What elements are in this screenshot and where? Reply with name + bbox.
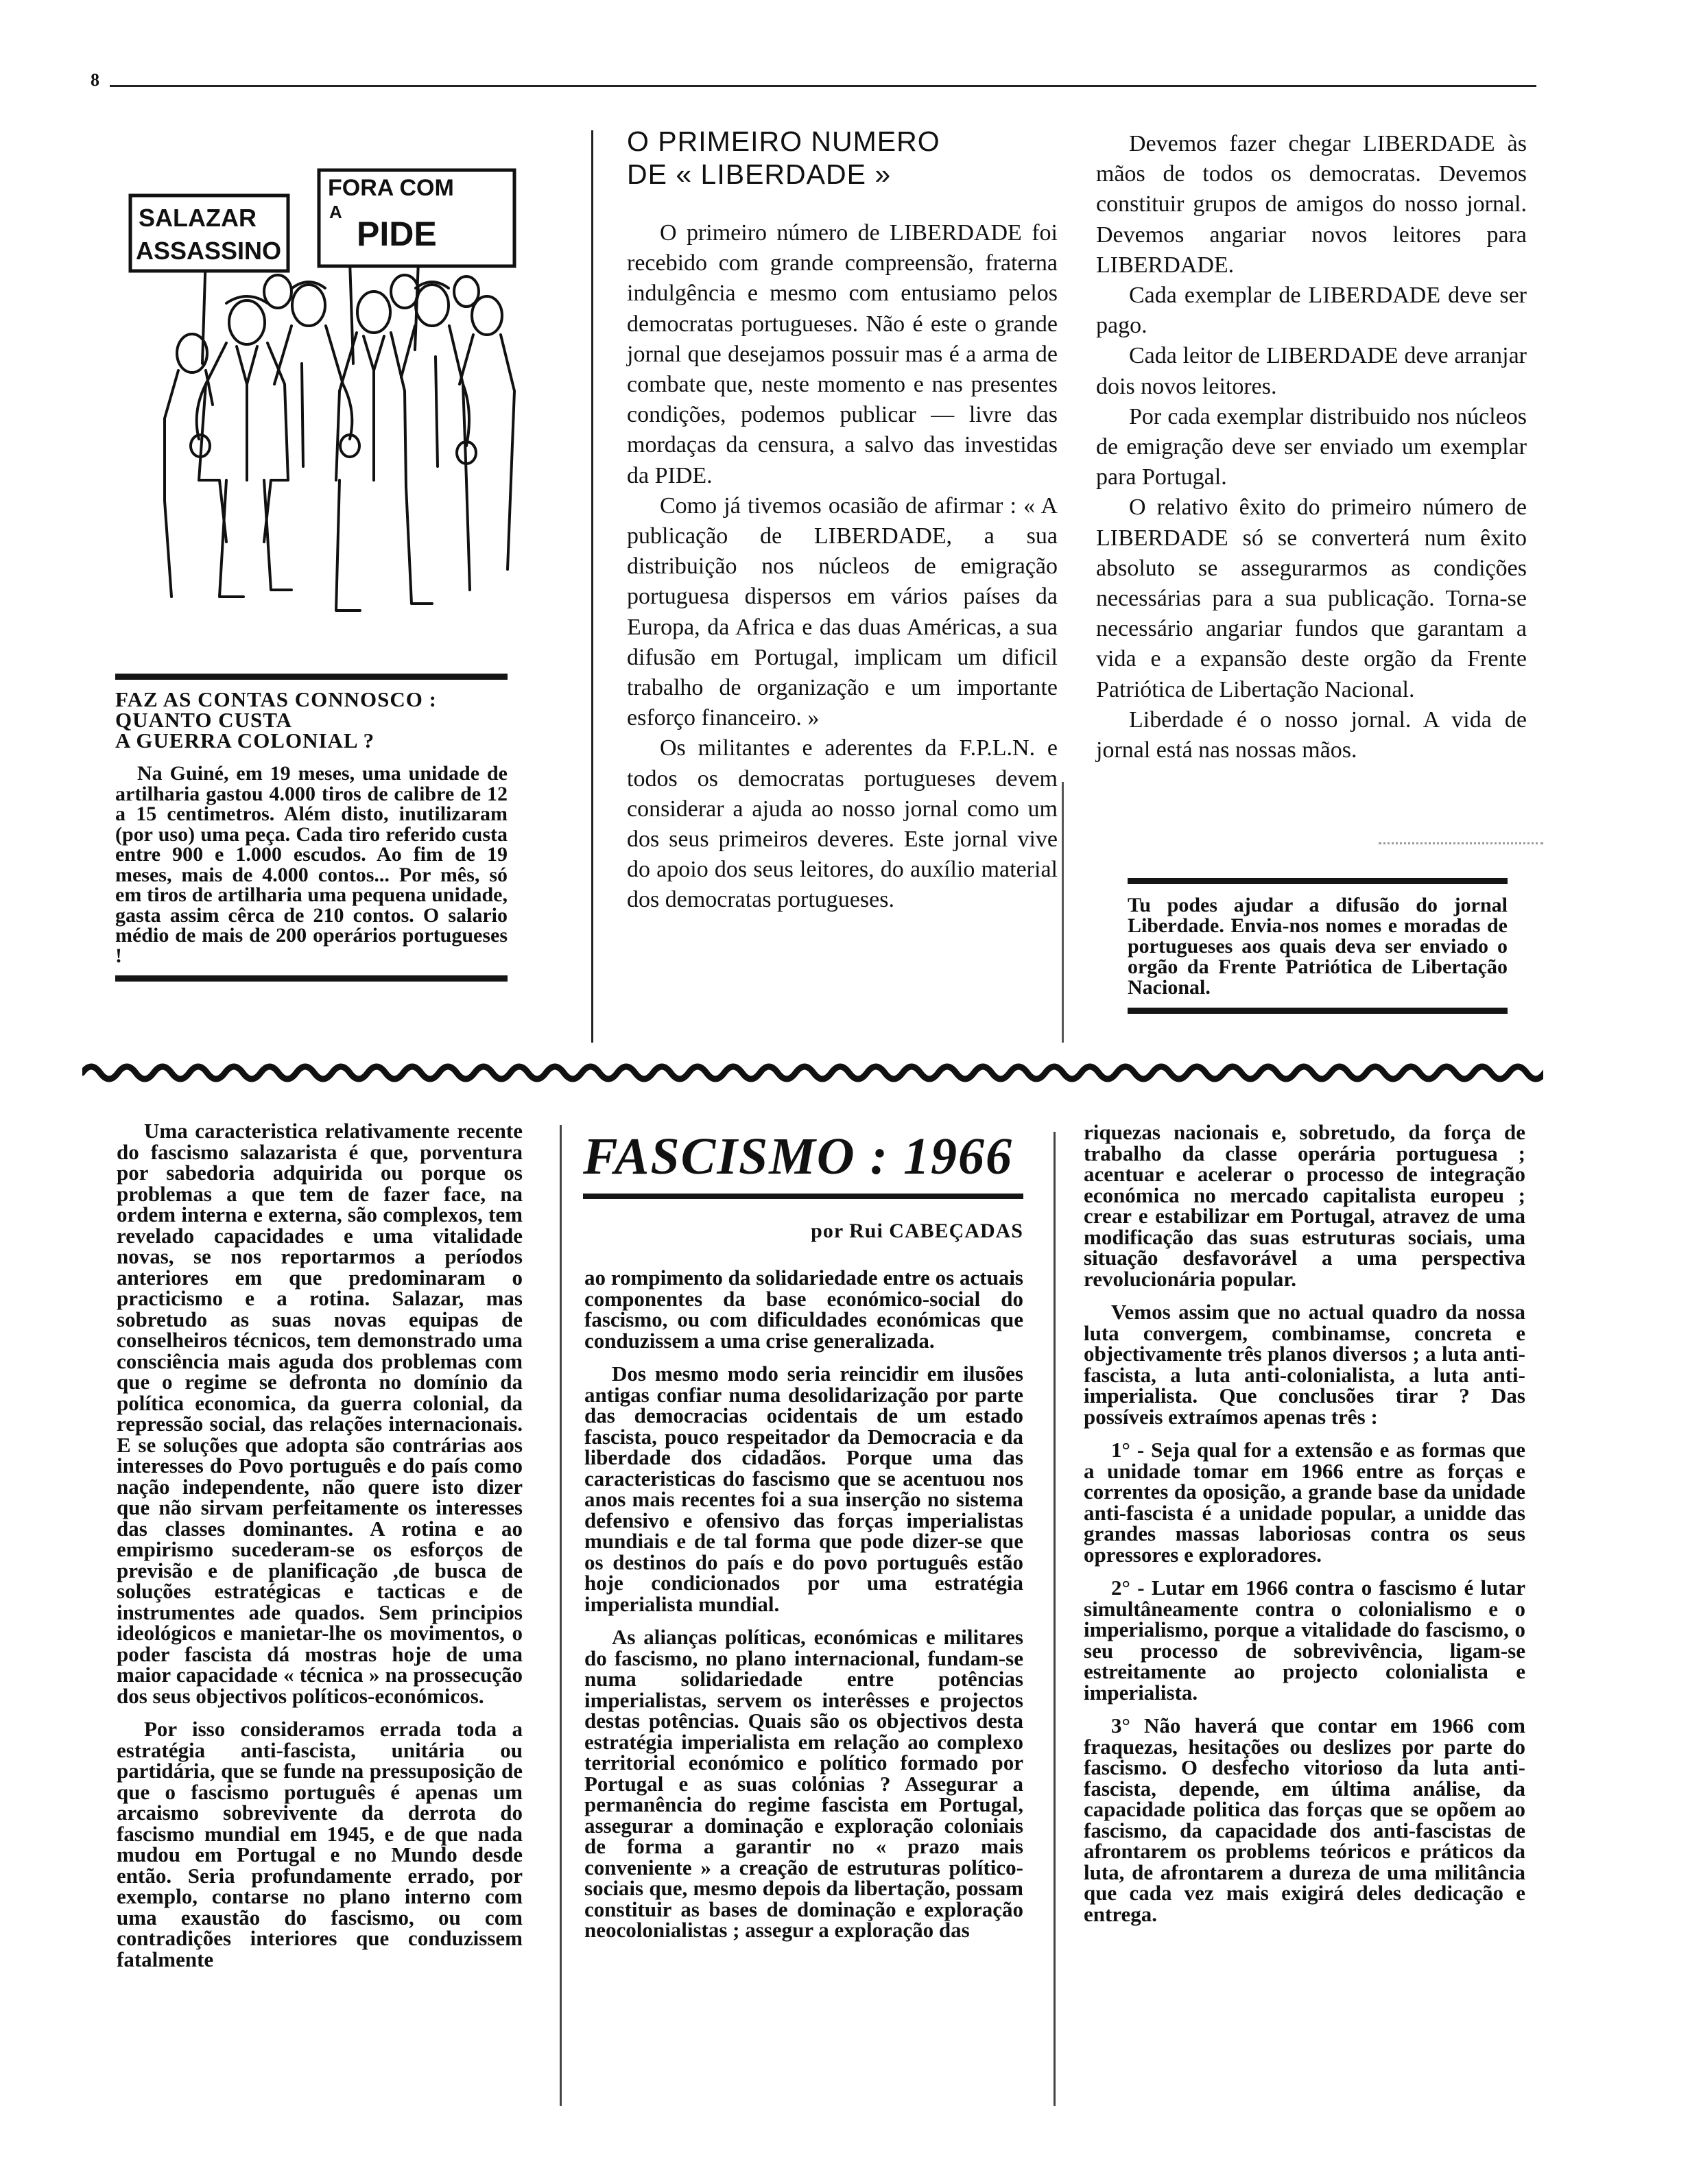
article-byline: por Rui CABEÇADAS: [811, 1220, 1023, 1242]
paragraph: 1° - Seja qual for a extensão e as formas que a unidade tomar em 1966 entre as forças e correntes da oposição, a grande base da unidade anti-fascista é a unidade popular, a unidde das grandes massas laboriosas contra os seus opressores e exploradores.: [1084, 1438, 1525, 1567]
fascismo-column-3: [1084, 1122, 1525, 1937]
fascismo-title-rule: [583, 1194, 1023, 1199]
svg-text:SALAZAR: SALAZAR: [139, 204, 257, 232]
notice-bottom-rule: [1128, 1008, 1508, 1014]
wavy-divider: [82, 1058, 1543, 1082]
fascismo-title: FASCISMO : 1966: [583, 1128, 1013, 1185]
devemos-article: [1096, 129, 1527, 765]
paragraph: Cada leitor de LIBERDADE deve arranjar dois novos leitores.: [1096, 343, 1527, 399]
paragraph: Dos mesmo modo seria reincidir em ilusões antigas confiar numa desolidarização por parte das democracias ocidentais de um estado fascista, pouco respeitador da Democracia e da liberdade dos cidadãos. Porque uma das caracteristicas do fascismo que se acentuou nos anos mais recentes foi a sua inserção no sistema defensivo e ofensivo das forças imperialistas mundiais e de tal forma que pode dizer-se que os destinos do país e do povo português estão hoje condicionados por uma estratégia imperialista mundial.: [584, 1362, 1023, 1616]
paragraph: riquezas nacionais e, sobretudo, da força de trabalho da classe operária portuguesa ; acentuar e acelerar o processo de integração económica no mercado capitalista europeu ; crear e estabilizar em Portugal, atravez de uma modificação das suas estruturas sociais, uma situação desfavorável a uma perspectiva revolucionária popular.: [1084, 1120, 1525, 1291]
paragraph: Por cada exemplar distribuido nos núcleos de emigração deve ser enviado um exemplar para Portugal.: [1096, 403, 1527, 490]
paragraph: 2° - Lutar em 1966 contra o fascismo é lutar simultâneamente contra o colonialismo e o imperialismo, porque a vitalidade do fascismo, o seu processo de sobrevivência, ligam-se estreitamente ao projecto colonialista e imperialista.: [1084, 1576, 1525, 1705]
header-rule: [110, 85, 1536, 87]
paragraph: O primeiro número de LIBERDADE foi recebido com grande compreensão, fraterna indulgência e mesmo com entusiamo pelos democratas portugueses. Não é este o grande jornal que desejamos possuir mas é a arma de combate que, neste momento e nas presentes condições, podemos publicar — livre das mordaças da censura, a salvo das investidas da PIDE.: [627, 220, 1058, 488]
primeiro-body: [627, 218, 1058, 916]
paragraph: Vemos assim que no actual quadro da nossa luta convergem, combinamse, concreta e objectivamente três planos diversos ; a luta anti-fascista, a luta anti-colonialista, a luta anti-imperialista. Que conclusões tirar ? Das possíveis extraímos apenas três :: [1084, 1300, 1525, 1429]
svg-text:A: A: [329, 202, 342, 222]
paragraph: Como já tivemos ocasião de afirmar : « A publicação de LIBERDADE, a sua distribuição nos núcleos de emigração portuguesa dispersos em vários países da Europa, da Africa e das duas Américas, a sua difusão em Portugal, implicam um dificil trabalho de organização e um importante esforço financeiro. »: [627, 492, 1058, 731]
primeiro-article: [627, 125, 1058, 916]
devemos-body: [1096, 129, 1527, 765]
primeiro-title: O PRIMEIRO NUMERO DE « LIBERDADE »: [627, 126, 940, 190]
svg-text:PIDE: PIDE: [357, 215, 437, 253]
dotted-separator: [1379, 842, 1543, 844]
paragraph: O relativo êxito do primeiro número de LIBERDADE só se converterá num êxito absoluto se assegurarmos as condições necessárias para a sua publicação. Torna-se necessário angariar fundos que garantam a vida e a expansão deste orgão da Frente Patriótica de Libertação Nacional.: [1096, 495, 1527, 702]
column-rule-3: [560, 1125, 562, 2106]
notice-top-rule: [1128, 878, 1508, 884]
paragraph: Devemos fazer chegar LIBERDADE às mãos de todos os democratas. Devemos constituir grupos de amigos do nosso jornal. Devemos angariar novos leitores para LIBERDADE.: [1096, 131, 1527, 278]
war-box-rule: [115, 674, 508, 680]
svg-text:FORA COM: FORA COM: [328, 175, 454, 201]
column-rule-4: [1054, 1132, 1056, 2106]
notice-box: [1128, 878, 1508, 1014]
war-box-text: Na Guiné, em 19 meses, uma unidade de artilharia gastou 4.000 tiros de calibre de 12 a 15 centimetros. Além disto, inutilizaram (por uso) uma peça. Cada tiro referido custa entre 900 e 1.000 escudos. Ao fim de 19 meses, mais de 4.000 contos... Por mês, só em tiros de artilharia uma pequena unidade, gasta assim cêrca de 210 contos. O salario médio de mais de 200 operários portugueses !: [115, 762, 508, 967]
svg-text:ASSASSINO: ASSASSINO: [136, 237, 282, 265]
fascismo-header: [583, 1125, 1023, 1243]
paragraph: Cada exemplar de LIBERDADE deve ser pago.: [1096, 283, 1527, 339]
paragraph: Os militantes e aderentes da F.P.L.N. e todos os democratas portugueses devem considerar a ajuda ao nosso jornal como um dos seus primeiros deveres. Este jornal vive do apoio dos seus leitores, do auxílio material dos democratas portugueses.: [627, 735, 1058, 913]
column-rule-1: [591, 130, 593, 1043]
sign-salazar-assassino: [130, 195, 288, 271]
column-rule-2: [1062, 782, 1064, 1043]
war-box-title: FAZ AS CONTAS CONNOSCO : QUANTO CUSTA A GUERRA COLONIAL ?: [115, 687, 437, 752]
paragraph: Liberdade é o nosso jornal. A vida de jornal está nas nossas mãos.: [1096, 707, 1527, 763]
paragraph: Uma caracteristica relativamente recente do fascismo salazarista é que, porventura por sabedoria adquirida ou porque os problemas a que tem de fazer face, na ordem interna e externa, são complexos, tem revelado capacidades e uma vitalidade novas, se nos reportarmos a períodos anteriores em que predominaram o practicismo e a rotina. Salazar, mas sobretudo as suas novas equipas de conselheiros técnicos, tem demonstrado uma consciência mais aguda dos problemas com que o regime se defronta no domínio da política economica, da guerra colonial, da repressão social, das relações internacionais. E se soluções que adopta são contrárias aos interesses do Povo português e do país como nação independente, não quere isto dizer que não sirvam perfeitamente os interesses das classes dominantes. A rotina e ao empirismo sucederam-se os esforços de previsão e de planificação ,de busca de soluções estratégicas e tacticas e de instrumentes ade quados. Sem principios ideológicos e manietar-lhe os movimentos, o poder fascista dá mostras hoje de uma maior capacidade « técnica » na prossecução dos seus objectivos políticos-económicos.: [117, 1119, 523, 1708]
paragraph: ao rompimento da solidariedade entre os actuais componentes da base económico-social do fascismo, ou com dificuldades económicas que conduzissem a uma crise generalizada.: [584, 1266, 1023, 1353]
war-box-bottom-rule: [115, 975, 508, 982]
notice-text: Tu podes ajudar a difusão do jornal Liberdade. Envia-nos nomes e moradas de portugueses aos quais deva ser enviado o orgão da Frente Patriótica de Libertação Nacional.: [1128, 894, 1508, 999]
paragraph: 3° Não haverá que contar em 1966 com fraquezas, hesitações ou deslizes por parte do fascismo. O desfecho vitorioso da luta anti-fascista, depende, em última análise, da capacidade politica das forças que se opõem ao fascismo, da capacidade dos anti-fascistas de afrontarem os problems teóricos e práticos da luta, de afrontarem a dureza de uma militância que cada vez mais exigirá deles dedicação e entrega.: [1084, 1713, 1525, 1926]
page-number: 8: [91, 70, 99, 90]
protest-illustration: [123, 158, 535, 638]
fascismo-column-2: [584, 1268, 1023, 1954]
war-cost-box: [115, 674, 508, 982]
sign-fora-com-a-pide: [319, 170, 514, 266]
fascismo-column-1: [117, 1121, 523, 1982]
paragraph: As alianças políticas, económicas e militares do fascismo, no plano internacional, fundam-se numa solidariedade entre potências imperialistas, servem os interêsses e projectos destas potências. Quais são os objectivos desta estratégia imperialista em relação ao complexo territorial económico e político formado por Portugal e as suas colónias ? Assegurar a permanência do regime fascista em Portugal, assegurar a dominação e exploração coloniais de forma a garantir no « prazo mais conveniente » a creação de estruturas político-sociais que, mesmo depois da libertação, possam constituir as bases de dominação e exploração neocolonialistas ; assegur a exploração das: [584, 1625, 1023, 1942]
paragraph: Por isso consideramos errada toda a estratégia anti-fascista, unitária ou partidária, que se funde na pressuposição de que o fascismo português é apenas um arcaismo sobrevivente da derrota do fascismo mundial em 1945, e de que nada mudou em Portugal e no Mundo desde então. Seria profundamente errado, por exemplo, contarse no plano interno com uma exaustão do fascismo, ou com contradições interiores que conduzissem fatalmente: [117, 1717, 523, 1971]
